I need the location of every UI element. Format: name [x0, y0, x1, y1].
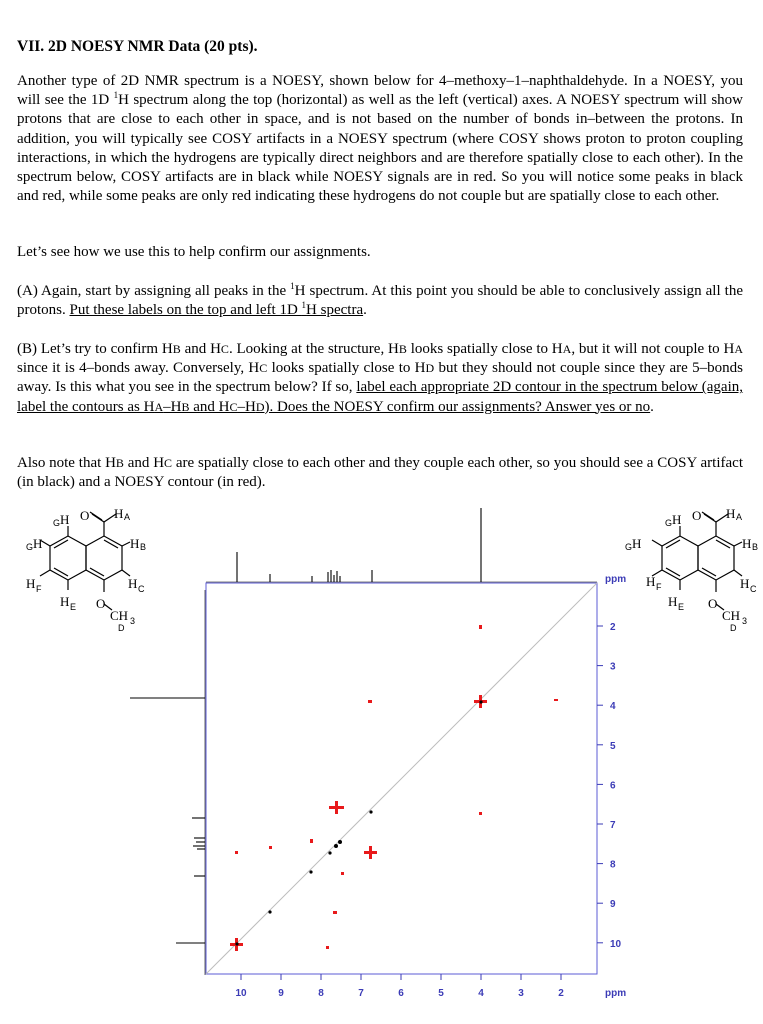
x-tick-label: 2: [558, 988, 564, 999]
ppm-label-vertical: ppm: [605, 574, 627, 585]
cosy-peak: [338, 840, 342, 844]
left-1d-spectrum: [130, 590, 205, 975]
y-tick-label: 6: [610, 780, 616, 792]
x-tick-label: 8: [318, 988, 324, 999]
noesy-peak: [333, 911, 337, 914]
svg-text:O: O: [96, 596, 106, 611]
svg-text:3: 3: [742, 616, 748, 626]
section-heading: VII. 2D NOESY NMR Data (20 pts).: [17, 38, 258, 55]
x-tick-label: 4: [478, 988, 484, 999]
intro-paragraph: Another type of 2D NMR spectrum is a NOESY, shown below for 4–methoxy–1–naphthaldehyde. In a NOESY, you will see the 1D $^1$H spectrum along the top (horizontal) as well as the left (vertical) axes. A NOESY spectrum will show protons that are close to each other in space, and is not based on the number of bonds in–between the protons. In addition, you will typically see COSY artifacts in a NOESY spectrum (where COSY shows proton to proton coupling interactions, in which the hydrogens are typically direct neighbors and are therefore spatially close to each other). In the spectrum below, COSY artifacts are in black while NOESY signals are in red. So you will notice some peaks in black and red, while some peaks are only red indicating these hydrogens do not couple but are spatially close to each other.: [17, 73, 743, 205]
svg-text:C: C: [750, 584, 757, 594]
cosy-peaks: [235, 700, 482, 945]
top-1d-spectrum: [206, 508, 597, 582]
noesy-peak: [329, 801, 344, 814]
svg-text:G: G: [665, 518, 673, 528]
cosy-peak: [334, 844, 338, 848]
svg-text:B: B: [140, 542, 147, 552]
y-tick-label: 9: [610, 899, 616, 911]
svg-text:C: C: [138, 584, 145, 594]
oxygen-label: O: [80, 508, 90, 523]
cosy-peak: [479, 700, 482, 703]
svg-text:D: D: [118, 623, 125, 633]
also-note-paragraph: Also note that HB and HC are spatially close to each other and they couple each other, so you should see a COSY artifact (in black) and a NOESY contour (in red).: [17, 455, 743, 491]
svg-text:H: H: [742, 536, 752, 551]
svg-text:G: G: [625, 542, 633, 552]
noesy-peaks: [230, 625, 558, 951]
cosy-peak: [309, 870, 312, 873]
svg-text:3: 3: [130, 616, 136, 626]
x-tick-label: 6: [398, 988, 404, 999]
svg-text:O: O: [692, 508, 702, 523]
svg-text:H: H: [668, 594, 678, 609]
noesy-peak: [341, 872, 344, 875]
svg-text:CH: CH: [110, 608, 129, 623]
svg-text:A: A: [124, 512, 131, 522]
svg-text:H: H: [726, 506, 736, 521]
y-tick-label: 10: [610, 938, 622, 950]
diagonal-line: [206, 583, 597, 974]
y-axis-ticks: [597, 622, 622, 950]
part-b-paragraph: (B) Let’s try to confirm HB and HC. Looking at the structure, HB looks spatially close to HA, but it will not couple to HA since it is 4–bonds away. Conversely, HC looks spatially close to HD but they should not couple since they are 5–bonds away. Is this what you see in the spectrum below? If so, label each appropriate 2D contour in the spectrum below (again, label the contours as HA–HB and HC–HD). Does the NOESY confirm our assignments? Answer yes or no.: [17, 341, 744, 415]
noesy-peak: [269, 846, 272, 849]
y-tick-label: 8: [610, 859, 616, 871]
svg-text:H: H: [128, 576, 138, 591]
y-tick-label: 2: [610, 622, 616, 633]
cross-peaks: [230, 625, 558, 951]
ppm-label-horizontal: ppm: [605, 988, 627, 999]
svg-text:F: F: [36, 584, 42, 594]
svg-text:H: H: [60, 512, 70, 527]
svg-text:H: H: [632, 536, 642, 551]
svg-text:G: G: [26, 542, 34, 552]
noesy-peak: [368, 700, 372, 703]
x-tick-label: 7: [358, 988, 364, 999]
svg-text:H: H: [114, 506, 124, 521]
y-tick-label: 4: [610, 701, 616, 713]
cosy-peak: [268, 910, 271, 913]
y-tick-label: 3: [610, 661, 616, 673]
svg-text:CH: CH: [722, 608, 741, 623]
cosy-peak: [235, 942, 238, 945]
noesy-peak: [326, 946, 329, 949]
noesy-peak: [479, 812, 482, 815]
svg-text:E: E: [678, 602, 685, 612]
svg-text:H: H: [740, 576, 750, 591]
y-tick-label: 7: [610, 820, 616, 831]
x-tick-label: 5: [438, 988, 444, 999]
noesy-peak: [235, 851, 238, 854]
svg-text:H: H: [646, 574, 656, 589]
x-tick-label: 9: [278, 988, 284, 999]
svg-text:H: H: [672, 512, 682, 527]
svg-text:B: B: [752, 542, 759, 552]
noesy-peak: [364, 846, 377, 859]
svg-text:F: F: [656, 582, 662, 592]
svg-text:D: D: [730, 623, 737, 633]
noesy-peak: [479, 625, 482, 629]
x-axis-ticks: [235, 974, 564, 999]
noesy-peak: [310, 839, 313, 843]
svg-text:H: H: [60, 594, 70, 609]
svg-text:G: G: [53, 518, 61, 528]
noesy-peak: [554, 699, 558, 701]
cosy-peak: [369, 810, 372, 813]
svg-text:E: E: [70, 602, 77, 612]
noesy-spectrum: [0, 500, 763, 1020]
svg-text:A: A: [736, 512, 743, 522]
svg-text:H: H: [26, 576, 36, 591]
part-a-paragraph: (A) Again, start by assigning all peaks in the $^1$H spectrum. At this point you should be able to conclusively assign all the protons. Put these labels on the top and left 1D $^1$H spectra.: [17, 281, 743, 319]
y-tick-label: 5: [610, 740, 616, 752]
svg-text:O: O: [708, 596, 718, 611]
cosy-peak: [328, 851, 331, 854]
svg-text:H: H: [33, 536, 43, 551]
x-tick-label: 3: [518, 988, 524, 999]
lets-see-line: Let’s see how we use this to help confirm our assignments.: [17, 244, 371, 260]
svg-text:H: H: [130, 536, 140, 551]
x-tick-label: 10: [235, 988, 247, 999]
